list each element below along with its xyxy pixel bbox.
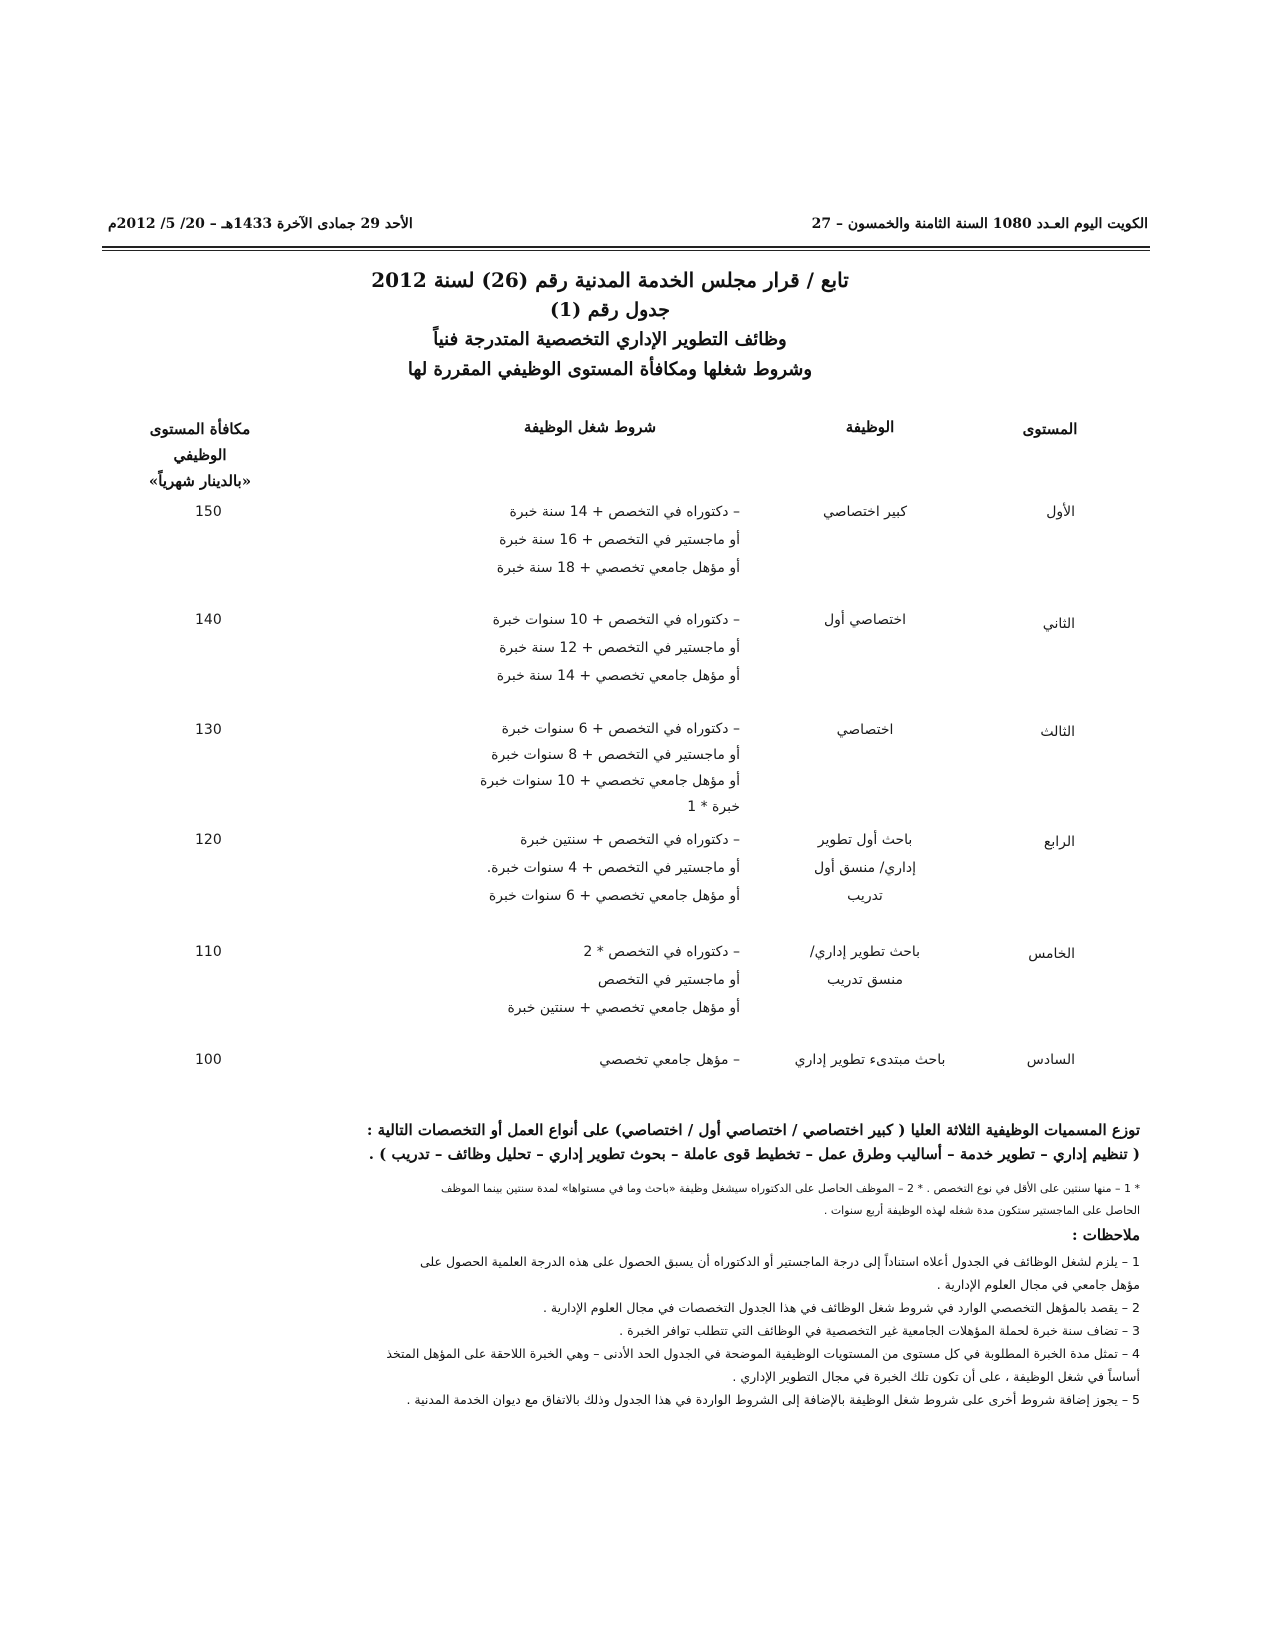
table-row-job: باحث أول تطوير إداري/ منسق أول تدريب	[813, 832, 917, 904]
table-row-conditions: – دكتوراه في التخصص + 10 سنوات خبرة أو ماجستير في التخصص + 12 سنة خبرة أو مؤهل جامعي تخصصي + 14 سنة خبرة	[492, 612, 740, 684]
table-row-level: الثاني	[1042, 616, 1075, 632]
distribution-note: توزع المسميات الوظيفية الثلاثة العليا ( كبير اختصاصي / اختصاصي أول / اختصاصي) على أنواع العمل أو التخصصات التالية : ( تنظيم إداري – تطوير خدمة – أساليب وطرق عمل – تخطيط قوى عاملة – بحوث تطوير إداري – تحليل وظائف – تدريب ) .	[366, 1121, 1140, 1163]
running-header	[108, 212, 1148, 240]
table-title: وظائف التطوير الإداري التخصصية المتدرجة فنياً	[433, 329, 787, 350]
notes-list	[140, 1250, 1140, 1411]
note-item: 2 – يقصد بالمؤهل التخصصي الوارد في شروط شغل الوظائف في هذا الجدول التخصصات في مجال العلوم الإدارية .	[542, 1300, 1140, 1315]
column-header-reward: مكافأة المستوى الوظيفي «بالدينار شهرياً»	[148, 420, 252, 490]
table-row-conditions: – مؤهل جامعي تخصصي	[599, 1052, 740, 1068]
column-header-conditions: شروط شغل الوظيفة	[523, 418, 657, 436]
header-rule-thin	[102, 250, 1150, 251]
column-header-job: الوظيفة	[845, 418, 895, 436]
note-item: 1 – يلزم لشغل الوظائف في الجدول أعلاه استناداً إلى درجة الماجستير أو الدكتوراه أن يسبق الحصول على هذه الدرجة العلمية الحصول على	[419, 1254, 1140, 1269]
table-row-job: اختصاصي أول	[823, 612, 906, 628]
note-item-continuation: أساساً في شغل الوظيفة ، على أن تكون تلك الخبرة في مجال التطوير الإداري .	[732, 1369, 1140, 1384]
table-row-job: باحث مبتدىء تطوير إداري	[794, 1052, 946, 1068]
table-row-job: كبير اختصاصي	[822, 504, 908, 520]
table-row-level: الرابع	[1043, 834, 1075, 850]
table-row-conditions: – دكتوراه في التخصص + 14 سنة خبرة أو ماجستير في التخصص + 16 سنة خبرة أو مؤهل جامعي تخصصي + 18 سنة خبرة	[496, 504, 740, 576]
table-row-job: باحث تطوير إداري/ منسق تدريب	[809, 944, 921, 988]
table-row-reward: 130	[195, 722, 222, 738]
table-row-reward: 110	[195, 944, 222, 960]
header-rule	[102, 246, 1150, 248]
table-row-level: السادس	[1026, 1052, 1075, 1068]
table-row-level: الأول	[1046, 504, 1075, 520]
table-subtitle: وشروط شغلها ومكافأة المستوى الوظيفي المقررة لها	[407, 359, 813, 380]
note-item: 3 – تضاف سنة خبرة لحملة المؤهلات الجامعية غير التخصصية في الوظائف التي تتطلب توافر الخبرة .	[619, 1323, 1140, 1338]
table-row-level: الخامس	[1028, 946, 1075, 962]
note-item-continuation: مؤهل جامعي في مجال العلوم الإدارية .	[936, 1277, 1140, 1292]
table-row-reward: 150	[195, 504, 222, 520]
table-row-reward: 120	[195, 832, 222, 848]
header-date: الأحد 29 جمادى الآخرة 1433هـ – 20/ 5/ 2012م	[108, 216, 413, 232]
table-row-job: اختصاصي	[836, 722, 894, 738]
note-item: 5 – يجوز إضافة شروط أخرى على شروط شغل الوظيفة بالإضافة إلى الشروط الواردة في هذا الجدول وذلك بالاتفاق مع ديوان الخدمة المدنية .	[406, 1392, 1140, 1407]
header-issue-info: الكويت اليوم العـدد 1080 السنة الثامنة والخمسون – 27	[811, 216, 1148, 232]
decision-title: تابع / قرار مجلس الخدمة المدنية رقم (26) لسنة 2012	[371, 268, 849, 292]
table-row-reward: 100	[195, 1052, 222, 1068]
table-row-reward: 140	[195, 612, 222, 628]
table-row-level: الثالث	[1040, 724, 1075, 740]
table-row-conditions: – دكتوراه في التخصص + 6 سنوات خبرة أو ماجستير في التخصص + 8 سنوات خبرة أو مؤهل جامعي تخصصي + 10 سنوات خبرة خبرة * 1	[479, 721, 740, 815]
column-header-level: المستوى	[1022, 420, 1078, 438]
document-titles	[300, 265, 920, 385]
table-number: جدول رقم (1)	[549, 299, 671, 321]
table-row-conditions: – دكتوراه في التخصص + سنتين خبرة أو ماجستير في التخصص + 4 سنوات خبرة. أو مؤهل جامعي تخصصي + 6 سنوات خبرة	[486, 832, 740, 904]
note-item: 4 – تمثل مدة الخبرة المطلوبة في كل مستوى من المستويات الوظيفية الموضحة في الجدول الحد الأدنى – وهي الخبرة اللاحقة على المؤهل المتخذ	[386, 1346, 1140, 1361]
notes-heading: ملاحظات :	[1071, 1226, 1140, 1244]
footnotes: * 1 – منها سنتين على الأقل في نوع التخصص . * 2 – الموظف الحاصل على الدكتوراه سيشغل وظيفة «باحث وما في مستواها» لمدة سنتين بينما الموظف الحاصل على الماجستير ستكون مدة شغله لهذه الوظيفة أربع سنوات .	[440, 1182, 1140, 1217]
table-row-conditions: – دكتوراه في التخصص * 2 أو ماجستير في التخصص أو مؤهل جامعي تخصصي + سنتين خبرة	[507, 944, 740, 1016]
